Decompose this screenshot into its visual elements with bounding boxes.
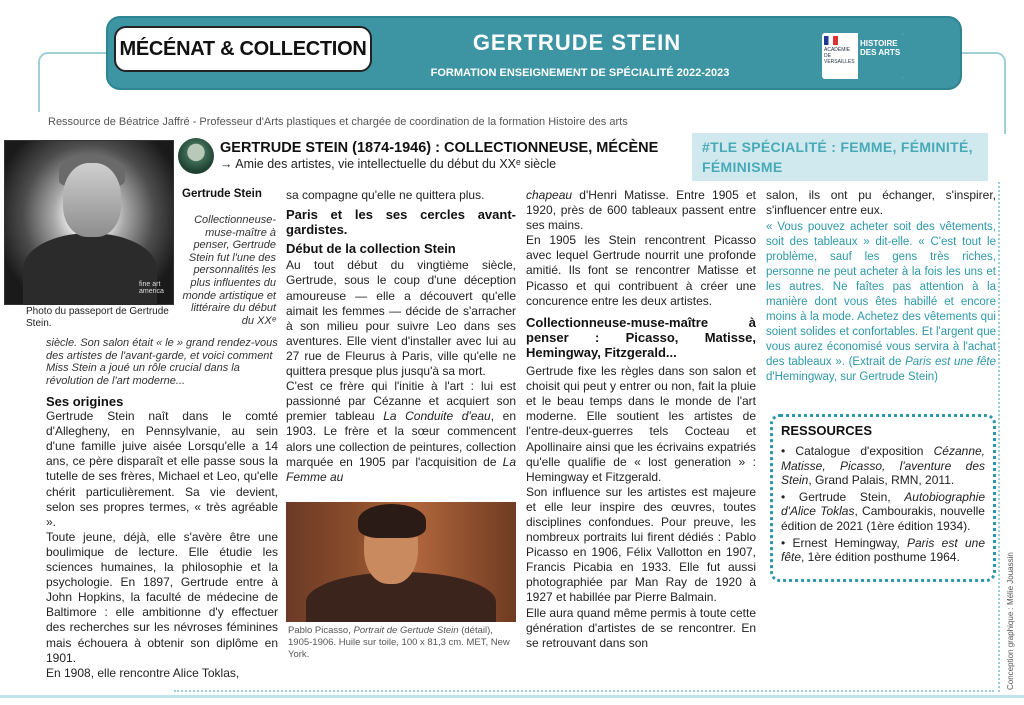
flag-icon [824, 36, 838, 45]
text: C'est ce frère qui l'initie à l'art : lui est passionné par Cézanne et acquiert son premier tableau [286, 379, 516, 424]
column-3 [526, 188, 756, 651]
intro-italic: Collectionneuse-muse-maître à penser, Gertrude Stein fut l'une des personnalités les plus influentes du monde artistique et littéraire du début du XXᵉ [182, 214, 276, 327]
design-credit: Conception graphique : Mélie Jouassin [1006, 552, 1015, 690]
paragraph [286, 379, 516, 485]
text: • Gertrude Stein, [781, 489, 905, 504]
page-subtitle: FORMATION ENSEIGNEMENT DE SPÉCIALITÉ 2022-2023 [430, 67, 730, 79]
logo-academie [822, 33, 858, 79]
frame-line-left [38, 52, 108, 112]
footer-line [0, 695, 1024, 698]
book-title: Paris est une fête [781, 535, 985, 565]
text: • Catalogue d'exposition [781, 444, 934, 458]
divider-dotted [174, 690, 994, 692]
photo-watermark: fine art america [139, 281, 164, 295]
text: Pablo Picasso, [288, 625, 354, 636]
photo-caption: Photo du passeport de Gertrude Stein. [26, 306, 169, 329]
resource-item [781, 490, 985, 534]
resource-item [781, 536, 985, 565]
text: , Grand Palais, RMN, 2011. [808, 473, 955, 488]
hemingway-quote [766, 220, 996, 385]
section-title: GERTRUDE STEIN (1874-1946) : COLLECTIONNEUSE, MÉCÈNE [220, 140, 659, 156]
photo-body [23, 233, 157, 305]
artwork-title: Portrait de Gertude Stein [353, 625, 459, 636]
frame-line-right [960, 52, 1006, 134]
quote-text: « Vous pouvez acheter soit des vêtements, soit des tableaux » dit-elle. « C'est tout le problème, sauf les gens très riches, personne ne peut acheter à la fois les uns et les autres. Ne faîtes pas attention à la manière dont vous êtes habillé et encore moins à la mode. Achetez des vêtements qui soient solides et confortables. Et l'argent que vous aurez économisé vous servira à l'achat des tableaux ». (Extrait de [766, 221, 996, 369]
picasso-portrait [286, 502, 516, 622]
page-title: GERTRUDE STEIN [472, 30, 682, 55]
resources-box [770, 414, 996, 582]
paragraph: sa compagne qu'elle ne quittera plus. [286, 188, 485, 202]
column-1 [46, 394, 278, 681]
heading-origines: Ses origines [46, 394, 124, 409]
painting-hair [358, 504, 426, 538]
artwork-title: chapeau [526, 188, 573, 202]
text: d'Henri Matisse. Entre 1905 et 1920, près de 600 tableaux passent entre ses mains. [526, 188, 756, 233]
text: , Cambourakis, nouvelle édition de 2021 (1ère édition 1934). [781, 504, 985, 533]
paragraph: En 1905 les Stein rencontrent Picasso avec lequel Gertrude nourrit une profonde amitié. Ils font se rencontrer Matisse et Picasso et qui contribuent à créer une concurence entre les deux artistes. [526, 233, 756, 308]
resources-title: RESSOURCES [781, 423, 873, 438]
heading-collection: Début de la collection Stein [286, 241, 456, 257]
artwork-title: La Conduite d'eau [383, 409, 491, 424]
paragraph [526, 188, 756, 233]
text: , en 1903. Le frère et la sœur commencent alors une collection de peintures, collection marquée en 1905 par l'acquisition de [286, 409, 516, 469]
intro-continuation: siècle. Son salon était « le » grand rendez-vous des artistes de l'avant-garde, et voici comment Miss Stein a joué un rôle crucial dans la révolution de l'art moderne... [46, 337, 278, 387]
paragraph: Gertrude Stein naît dans le comté d'Allegheny, en Pennsylvanie, au sein d'une famille juive aisée Lorsqu'elle a 14 ans, ce père disparaît et elle passe sous la tutelle de ses frères, Michael et Leo, qu'elle chérit particulièrement. Sa vie devient, selon ses propres termes, « très agréable ». [46, 409, 278, 529]
book-title: Paris est une fête [905, 356, 996, 369]
text: • Ernest Hemingway, [781, 535, 907, 550]
curriculum-tag: #TLE SPÉCIALITÉ : FEMME, FÉMINITÉ, FÉMINISME [702, 139, 973, 175]
book-title: Cézanne, Matisse, Picasso, l'aventure des Stein [781, 444, 985, 488]
paragraph: En 1908, elle rencontre Alice Toklas, [46, 665, 240, 680]
passport-photo [4, 140, 174, 305]
logo-histoire-des-arts: HISTOIRE DES ARTS [858, 33, 904, 79]
book-title: Autobiographie d'Alice Toklas [781, 489, 985, 519]
portrait-icon [178, 138, 214, 174]
text: (détail), 1905-1906. Huile sur toile, 100 x 81,3 cm. MET, New York. [288, 625, 510, 660]
logo-academie-text: ACADÉMIE DE VERSAILLES [824, 47, 855, 65]
quote-text: d'Hemingway, sur Gertrude Stein) [766, 371, 938, 384]
author-credit: Ressource de Béatrice Jaffré - Professeur d'Arts plastiques et chargée de coordination de la formation Histoire des arts [48, 116, 628, 128]
paragraph: Toute jeune, déjà, elle s'avère être une boulimique de lecture. Elle étudie les sciences humaines, la philosophie et la psychologie. En 1897, Gertrude entre à John Hopkins, la faculté de médecine de Baltimore : elle ambitionne d'y effectuer des recherches sur les névroses féminines mais échouera à obtenir son diplôme en 1901. [46, 529, 278, 665]
brand-label: MÉCÉNAT & COLLECTION [114, 26, 372, 72]
artwork-title: La Femme au [286, 454, 516, 484]
paragraph: Son influence sur les artistes est majeure et elle leur inspire des œuvres, toutes disciplines confondues. Pour preuve, les nombreux portraits lui firent dédiés : Pablo Picasso en 1906, Félix Vallotton en 1907, Francis Picabia en 1933. Elle fut aussi photographiée par Man Ray de 1920 à 1927 et habillée par Pierre Balmain. [526, 484, 756, 605]
photo-face [63, 163, 121, 237]
paragraph: Gertrude fixe les règles dans son salon et choisit qui peut y entrer ou non, fait la pluie et le beau temps dans le monde de l'art moderne. Elle soutient les artistes de l'entre-deux-guerres tels Cocteau et Apollinaire ainsi que les écrivains expatriés qu'elle qualifie de « lost generation » : Hemingway et Fitzgerald. [526, 364, 756, 484]
column-4 [766, 188, 996, 385]
column-2 [286, 188, 516, 485]
section-subtitle: → Amie des artistes, vie intellectuelle du début du XXᵉ siècle [220, 157, 557, 171]
paragraph: Elle aura quand même permis à toute cette génération d'artistes de se rencontrer. En se retrouvant dans son [526, 605, 756, 650]
heading-paris: Paris et les ses cercles avant-gardistes. [286, 207, 516, 238]
text: , 1ère édition posthume 1964. [801, 550, 960, 565]
intro-name: Gertrude Stein [182, 188, 262, 200]
painting-caption [288, 625, 516, 661]
institution-logo [822, 33, 904, 79]
resource-item [781, 444, 985, 488]
paragraph: Au tout début du vingtième siècle, Gertrude, sous le coup d'une déception amoureuse — elle a découvert qu'elle aimait les femmes — décide de s'arracher à son milieu pour suivre Leo dans ses aventures. Elle vient d'installer avec lui au 27 rue de Fleurus à Paris, ville qu'elle ne quittera presque plus jusqu'à sa mort. [286, 258, 516, 379]
paragraph: salon, ils ont pu échanger, s'inspirer, s'influencer entre eux. [766, 188, 996, 218]
divider-dotted [998, 182, 1000, 692]
heading-muse: Collectionneuse-muse-maître à penser : Picasso, Matisse, Hemingway, Fitzgerald... [526, 314, 756, 360]
